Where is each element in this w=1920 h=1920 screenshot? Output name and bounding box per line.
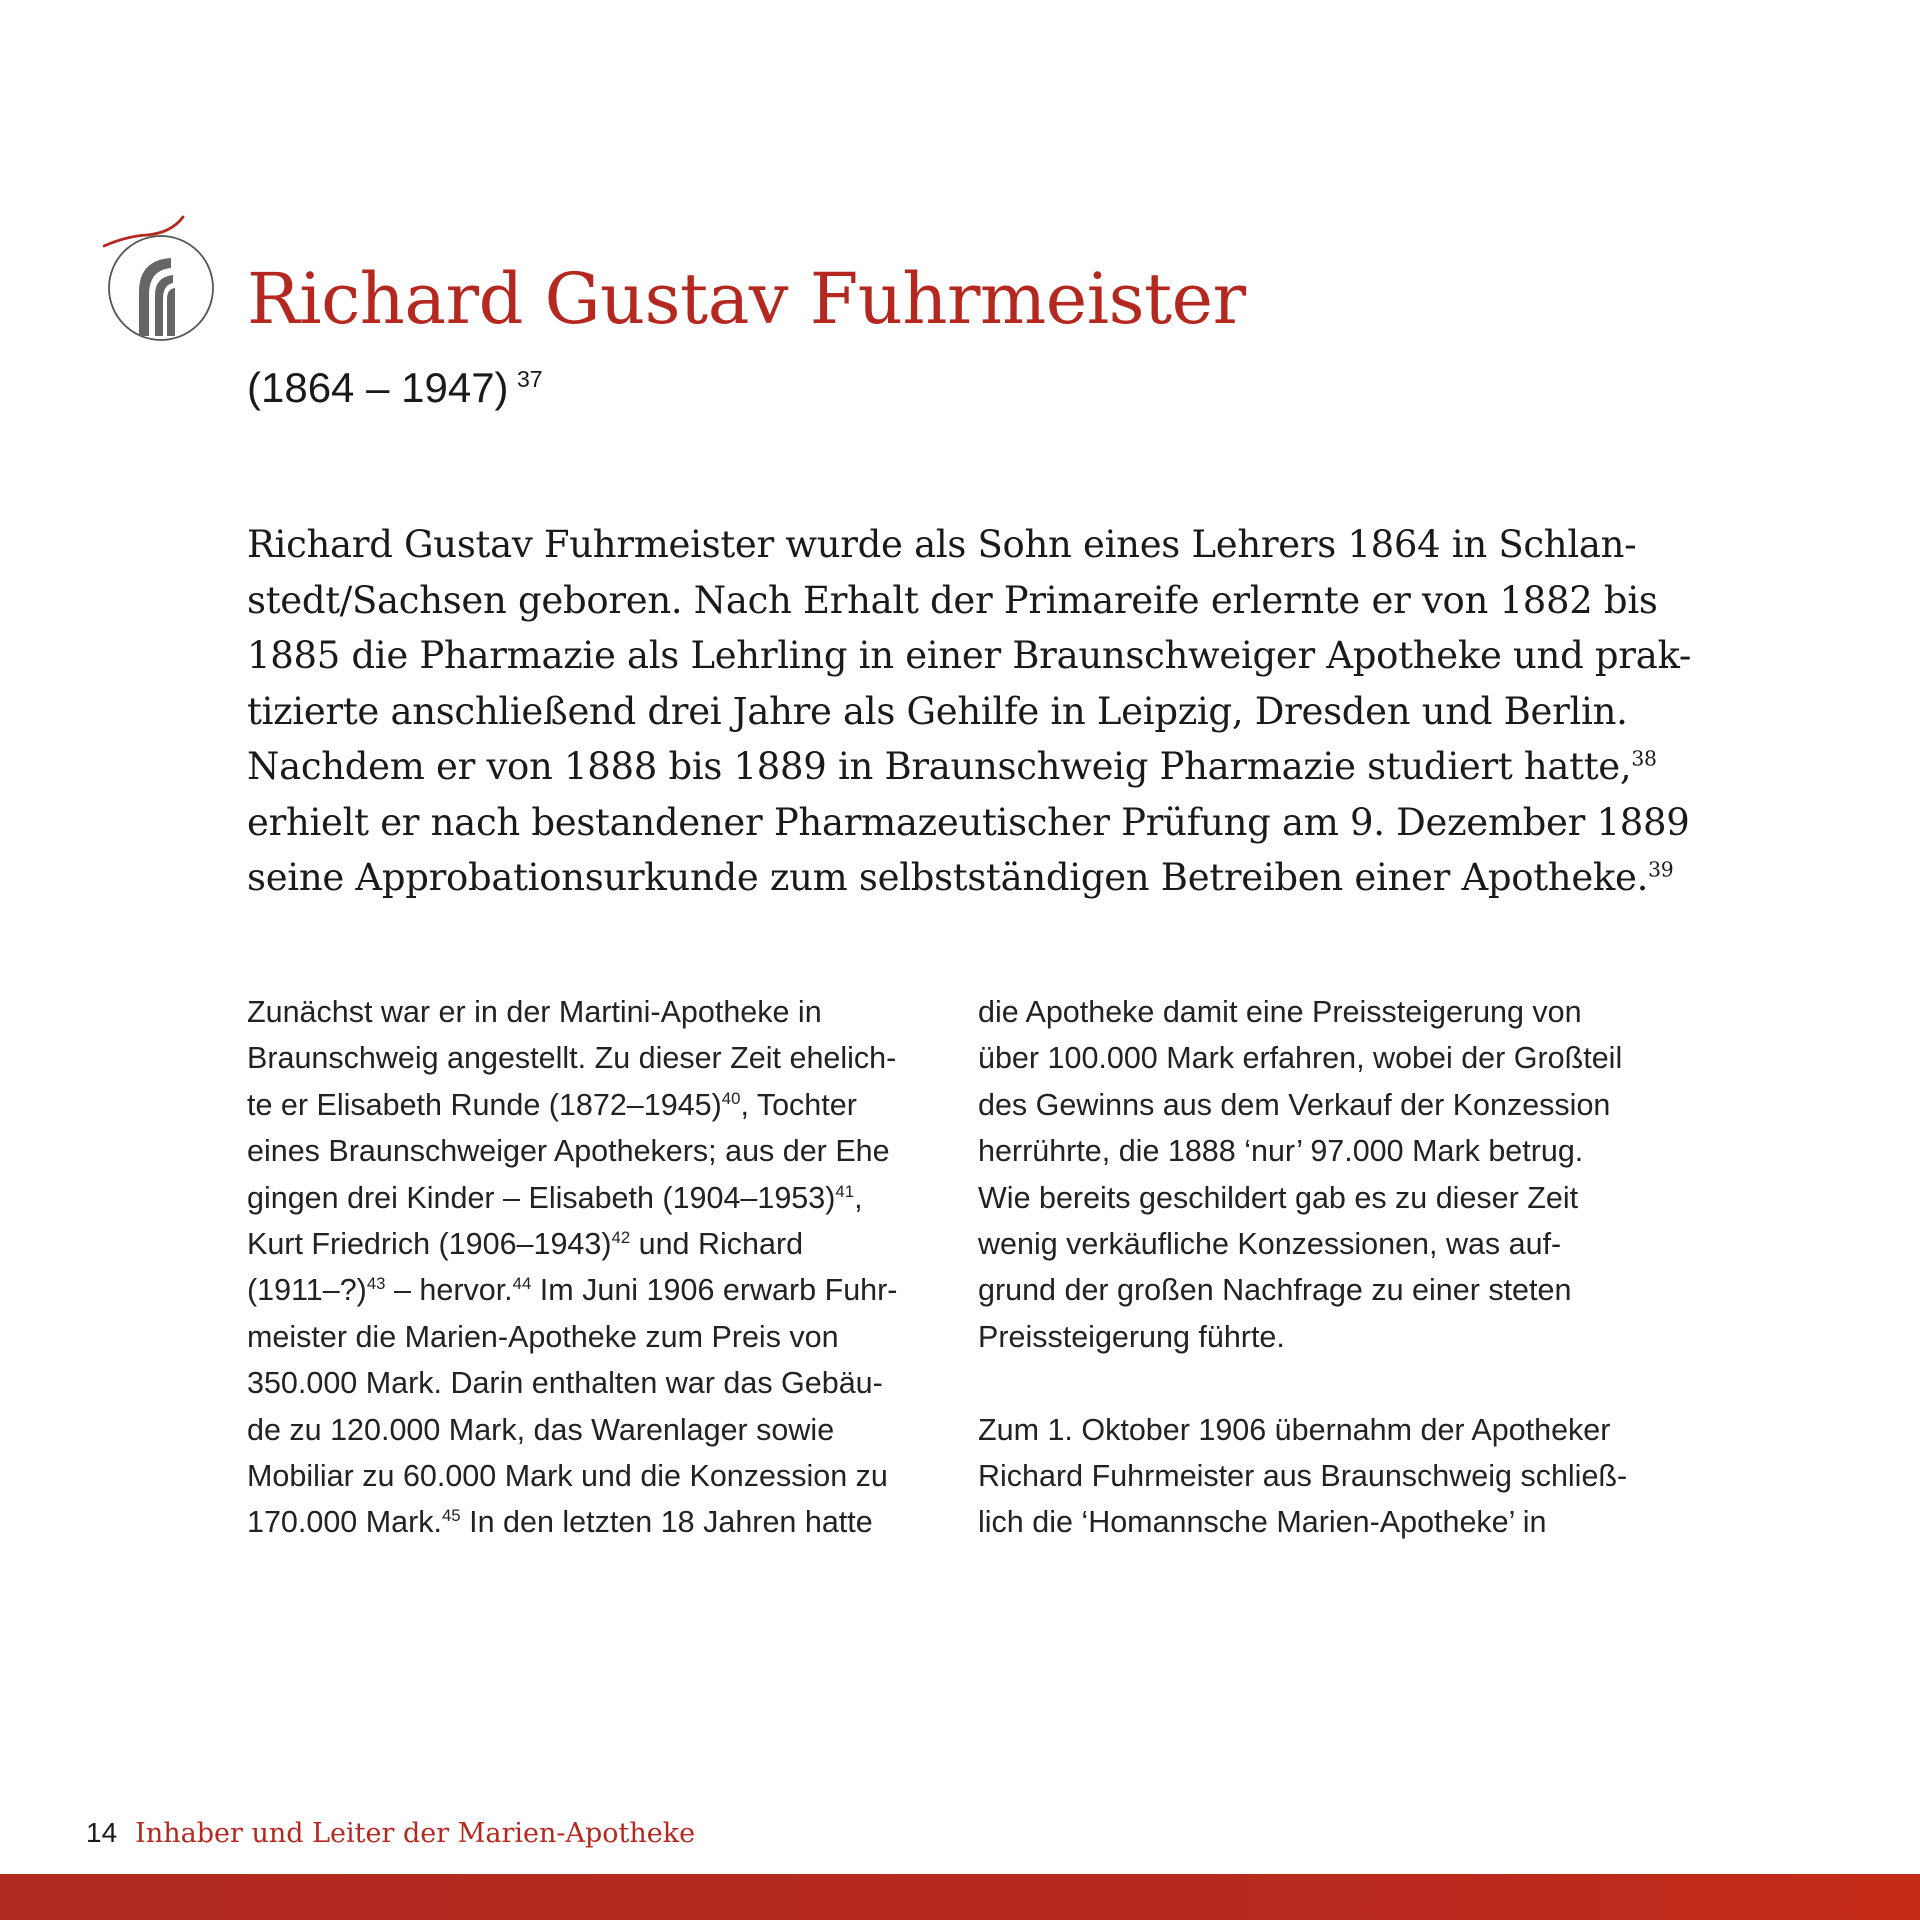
text-line	[247, 1035, 947, 1081]
text-segment: Preissteigerung führte.	[978, 1319, 1285, 1354]
lead-line	[247, 573, 1667, 629]
lead-line	[247, 517, 1667, 573]
text-line	[978, 989, 1678, 1035]
lead-line	[247, 795, 1690, 851]
text-line	[978, 1407, 1678, 1453]
text-line	[247, 1499, 947, 1545]
text-line	[978, 1035, 1678, 1081]
text-segment: – hervor.	[385, 1273, 513, 1308]
text-segment: grund der großen Nachfrage zu einer steten	[978, 1273, 1572, 1308]
text-segment: Zum 1. Oktober 1906 übernahm der Apotheker	[978, 1412, 1611, 1447]
text-segment: und Richard	[630, 1227, 804, 1262]
lead-paragraph	[247, 517, 1692, 906]
text-line	[247, 1453, 947, 1499]
text-segment: Im Juni 1906 erwarb Fuhr-	[531, 1273, 898, 1308]
text-segment: erhielt er nach bestandener Pharmazeutischer Prüfung am 9. Dezember 1889	[247, 800, 1690, 844]
text-segment: eines Braunschweiger Apothekers; aus der Ehe	[247, 1134, 890, 1169]
text-segment: Richard Gustav Fuhrmeister wurde als Sohn eines Lehrers 1864 in Schlan-	[247, 523, 1637, 566]
text-segment: herrührte, die 1888 ‘nur’ 97.000 Mark betrug.	[978, 1134, 1584, 1169]
lead-line	[247, 628, 1692, 684]
text-segment: (1911–?)	[247, 1273, 367, 1308]
footnote-ref: 42	[611, 1227, 631, 1247]
footnote-ref: 43	[366, 1274, 386, 1294]
text-line	[978, 1128, 1678, 1174]
text-segment: Richard Fuhrmeister aus Braunschweig schließ-	[978, 1459, 1628, 1494]
page-footer	[86, 1813, 695, 1854]
text-line	[247, 1175, 947, 1221]
footnote-ref: 39	[1648, 857, 1674, 882]
text-segment: Zunächst war er in der Martini-Apotheke in	[247, 995, 822, 1029]
text-segment: wenig verkäufliche Konzessionen, was auf-	[978, 1227, 1562, 1262]
life-dates-text: (1864 – 1947)	[247, 364, 509, 411]
footnote-ref: 38	[1631, 746, 1657, 771]
text-segment: In den letzten 18 Jahren hatte	[460, 1505, 873, 1540]
text-line	[978, 1175, 1678, 1221]
text-segment: des Gewinns aus dem Verkauf der Konzession	[978, 1087, 1611, 1122]
text-segment: ,	[854, 1180, 863, 1215]
text-segment: über 100.000 Mark erfahren, wobei der Großteil	[978, 1041, 1623, 1076]
marien-apotheke-logo-icon	[103, 213, 223, 343]
text-segment: Nachdem er von 1888 bis 1889 in Braunschweig Pharmazie studiert hatte,	[247, 745, 1632, 788]
text-line	[247, 1082, 947, 1128]
text-segment: Mobiliar zu 60.000 Mark und die Konzession zu	[247, 1459, 888, 1494]
body-column-left	[247, 989, 947, 1546]
text-segment: meister die Marien-Apotheke zum Preis von	[247, 1319, 839, 1354]
text-line	[247, 1267, 947, 1313]
text-segment: seine Approbationsurkunde zum selbstständigen Betreiben einer Apotheke.	[247, 856, 1649, 899]
text-segment: Wie bereits geschildert gab es zu dieser Zeit	[978, 1180, 1579, 1215]
footnote-ref: 44	[512, 1274, 532, 1294]
page-number: 14	[86, 1817, 118, 1848]
text-line	[978, 1453, 1678, 1499]
text-line	[247, 1221, 947, 1267]
text-segment: 1885 die Pharmazie als Lehrling in einer Braunschweiger Apotheke und prak-	[247, 634, 1692, 677]
text-segment: die Apotheke damit eine Preissteigerung von	[978, 995, 1582, 1029]
page-title: Richard Gustav Fuhrmeister	[247, 258, 1246, 340]
footnote-ref: 45	[441, 1506, 461, 1526]
text-line	[978, 1499, 1678, 1545]
text-segment: te er Elisabeth Runde (1872–1945)	[247, 1087, 722, 1122]
text-line	[247, 1407, 947, 1453]
bottom-accent-bar	[0, 1874, 1920, 1920]
text-segment: lich die ‘Homannsche Marien-Apotheke’ in	[978, 1505, 1547, 1540]
text-segment: 350.000 Mark. Darin enthalten war das Gebäu-	[247, 1366, 883, 1401]
text-segment: 170.000 Mark.	[247, 1505, 442, 1540]
footnote-ref: 37	[516, 366, 543, 392]
text-line	[247, 989, 947, 1035]
text-segment: gingen drei Kinder – Elisabeth (1904–1953)	[247, 1180, 836, 1215]
text-line	[247, 1360, 947, 1406]
life-dates	[247, 360, 543, 416]
footnote-ref: 40	[721, 1088, 741, 1108]
lead-line	[247, 739, 1667, 795]
text-segment: tizierte anschließend drei Jahre als Gehilfe in Leipzig, Dresden und Berlin.	[247, 689, 1628, 733]
text-line	[978, 1221, 1678, 1267]
text-segment: Braunschweig angestellt. Zu dieser Zeit ehelich-	[247, 1041, 897, 1076]
text-line	[978, 1314, 1678, 1360]
text-line	[978, 1267, 1678, 1313]
text-segment: , Tochter	[740, 1087, 857, 1122]
paragraph-gap	[978, 1360, 1678, 1406]
text-segment: Kurt Friedrich (1906–1943)	[247, 1227, 612, 1262]
running-head: Inhaber und Leiter der Marien-Apotheke	[135, 1818, 696, 1849]
body-column-right	[978, 989, 1678, 1546]
text-line	[978, 1082, 1678, 1128]
lead-line	[247, 684, 1667, 740]
text-line	[247, 1128, 947, 1174]
footnote-ref: 41	[835, 1181, 855, 1201]
text-line	[247, 1314, 947, 1360]
text-segment: stedt/Sachsen geboren. Nach Erhalt der Primareife erlernte er von 1882 bis	[247, 578, 1658, 622]
lead-line	[247, 850, 1674, 906]
text-segment: de zu 120.000 Mark, das Warenlager sowie	[247, 1412, 835, 1447]
